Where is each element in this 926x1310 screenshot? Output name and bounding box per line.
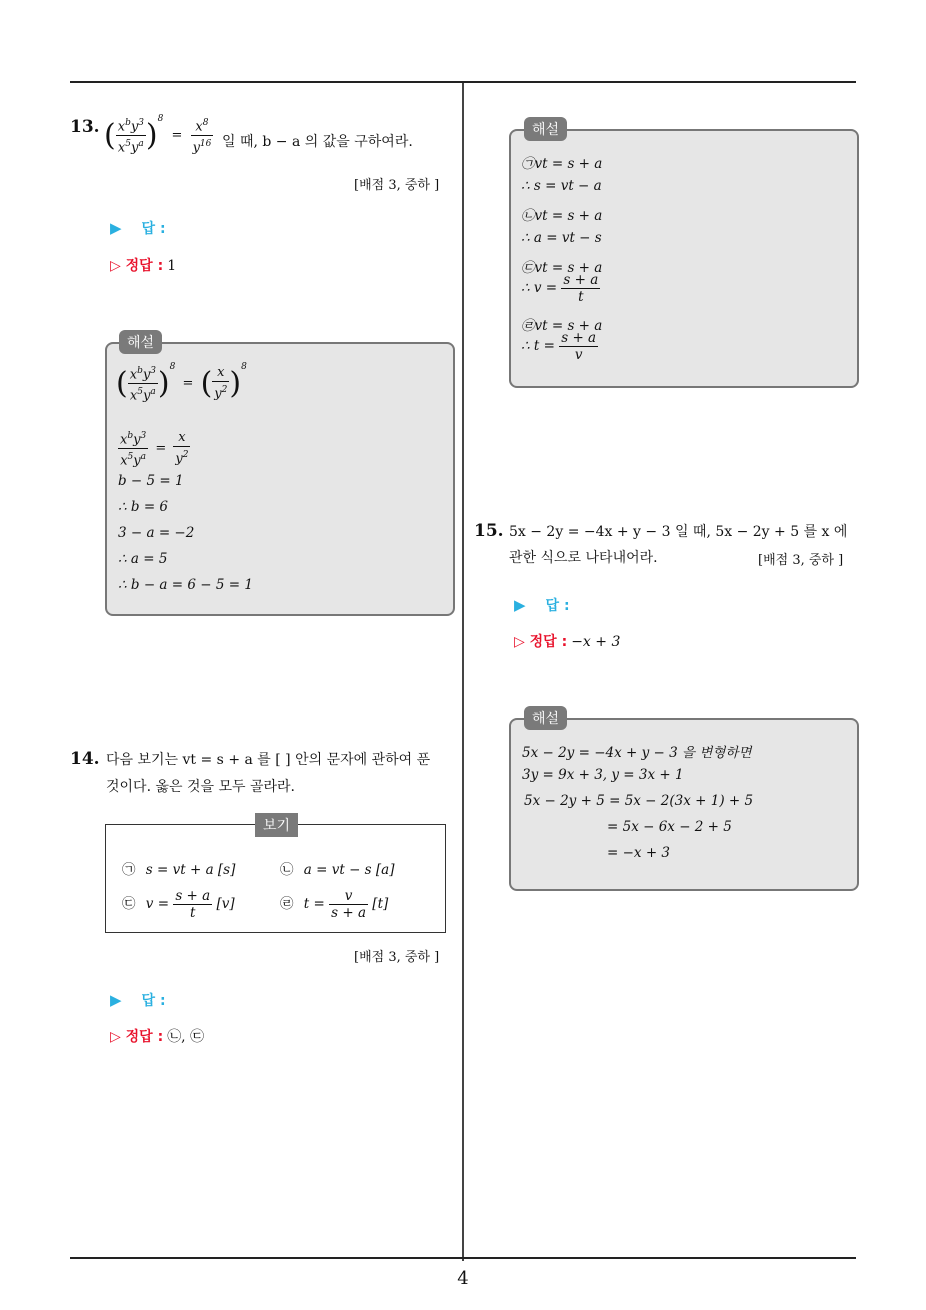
- q14-sol-line: ∴ s = vt − a: [521, 178, 602, 194]
- option-bracket: [t]: [372, 896, 389, 912]
- option-fraction: $\frac{v}{s + a}$: [331, 888, 366, 921]
- option-expr: s = vt + a [s]: [145, 862, 236, 878]
- option-bracket: [v]: [216, 896, 235, 912]
- q13-text: 일 때, b − a 의 값을 구하여라.: [222, 134, 413, 150]
- correct-label: 정답 :: [529, 634, 568, 650]
- option-mark: ㉣: [280, 896, 294, 912]
- bogi-option-1: [122, 858, 235, 878]
- correct-label: 정답 :: [125, 1029, 164, 1045]
- page-number: 4: [457, 1268, 469, 1289]
- bogi-option-2: [280, 858, 395, 878]
- q13-sol-line: ∴ b = 6: [118, 499, 169, 515]
- q13-sol-line: ∴ b − a = 6 − 5 = 1: [118, 577, 253, 593]
- q13-solution-tag: 해설: [119, 330, 162, 354]
- q15-answer-row: [514, 595, 570, 615]
- q15-text-line1: 5x − 2y = −4x + y − 3 일 때, 5x − 2y + 5 를 x 에: [509, 524, 848, 540]
- q14-meta: [배점 3, 중하 ]: [354, 950, 440, 965]
- option-fraction: $\frac{s + a}{t}$: [175, 888, 211, 921]
- q13-formula: ( $\frac{x^by^3}{x^5y^a}$ )$^8$ = $\frac{x^8}{y^{16}}$: [104, 114, 212, 156]
- option-expr: v =: [145, 896, 170, 912]
- q13-sol-line: b − 5 = 1: [118, 473, 184, 489]
- bogi-option-3: [122, 888, 235, 921]
- sol-fraction: $\frac{s + a}{t}$: [563, 272, 599, 305]
- q15-correct-value: −x + 3: [571, 634, 621, 650]
- q13-answer-row: [110, 218, 166, 238]
- q13-meta: [배점 3, 중하 ]: [354, 178, 440, 193]
- q13-sol-line: ∴ a = 5: [118, 551, 168, 567]
- option-mark: ㉡: [280, 862, 294, 878]
- q15-sol-line: = 5x − 6x − 2 + 5: [607, 819, 732, 835]
- q14-sol-line: ㉢vt = s + a: [521, 260, 603, 276]
- play-icon: ▶: [514, 596, 526, 614]
- q14-solution-tag: 해설: [524, 117, 567, 141]
- answer-label: 답 :: [141, 221, 166, 237]
- q14-sol-line: ㉣vt = s + a: [521, 318, 603, 334]
- column-divider: [462, 83, 464, 1261]
- q15-correct-row: [514, 631, 620, 651]
- correct-label: 정답 :: [125, 258, 164, 274]
- q13-number: 13.: [70, 117, 100, 137]
- q15-solution-tag: 해설: [524, 706, 567, 730]
- bogi-tag: 보기: [255, 813, 298, 837]
- q15-sol-line: 3y = 9x + 3, y = 3x + 1: [522, 767, 684, 783]
- play-icon: ▶: [110, 219, 122, 237]
- answer-label: 답 :: [545, 598, 570, 614]
- q14-text-line2: 것이다. 옳은 것을 모두 골라라.: [106, 779, 295, 795]
- q13-correct-row: [110, 255, 176, 275]
- q13-sol-eq1: ( $\frac{x^by^3}{x^5y^a}$ )$^8$ = ( $\frac{x}{y^2}$ )$^8$: [116, 362, 247, 404]
- triangle-outline-icon: ▷: [514, 634, 525, 650]
- q14-sol-line: ㉡vt = s + a: [521, 208, 603, 224]
- q14-number: 14.: [70, 749, 100, 769]
- sol-fraction: $\frac{s + a}{v}$: [561, 330, 597, 363]
- answer-label: 답 :: [141, 993, 166, 1009]
- q15-sol-line: 5x − 2y + 5 = 5x − 2(3x + 1) + 5: [524, 793, 754, 809]
- triangle-outline-icon: ▷: [110, 1029, 121, 1045]
- q13-sol-line: 3 − a = −2: [118, 525, 195, 541]
- q15-sol-line: = −x + 3: [607, 845, 671, 861]
- q14-sol-line: ∴ a = vt − s: [521, 230, 602, 246]
- q14-sol-line-frac-v: ∴ v = $\frac{s + a}{t}$: [521, 272, 599, 305]
- option-mark: ㉠: [122, 862, 136, 878]
- q13-correct-value: 1: [167, 258, 177, 274]
- q14-correct-row: [110, 1026, 204, 1046]
- q13-sol-eq2: $\frac{x^by^3}{x^5y^a}$ = $\frac{x}{y^2}$: [118, 428, 190, 470]
- option-expr: a = vt − s [a]: [303, 862, 395, 878]
- q14-answer-row: [110, 990, 166, 1010]
- play-icon: ▶: [110, 991, 122, 1009]
- q15-sol-line: 5x − 2y = −4x + y − 3 을 변형하면: [522, 745, 752, 761]
- q15-meta: [배점 3, 중하 ]: [758, 553, 844, 568]
- bottom-rule: [70, 1257, 856, 1259]
- q14-correct-value: ㉡, ㉢: [167, 1029, 205, 1045]
- bogi-option-4: [280, 888, 388, 921]
- q14-text-line1: 다음 보기는 vt = s + a 를 [ ] 안의 문자에 관하여 푼: [106, 752, 431, 768]
- q14-sol-line: ㉠vt = s + a: [521, 156, 603, 172]
- option-mark: ㉢: [122, 896, 136, 912]
- option-expr: t =: [303, 896, 325, 912]
- q15-text-line2: 관한 식으로 나타내어라.: [509, 550, 658, 566]
- q14-sol-line-frac-t: ∴ t = $\frac{s + a}{v}$: [521, 330, 597, 363]
- triangle-outline-icon: ▷: [110, 258, 121, 274]
- q15-number: 15.: [474, 521, 504, 541]
